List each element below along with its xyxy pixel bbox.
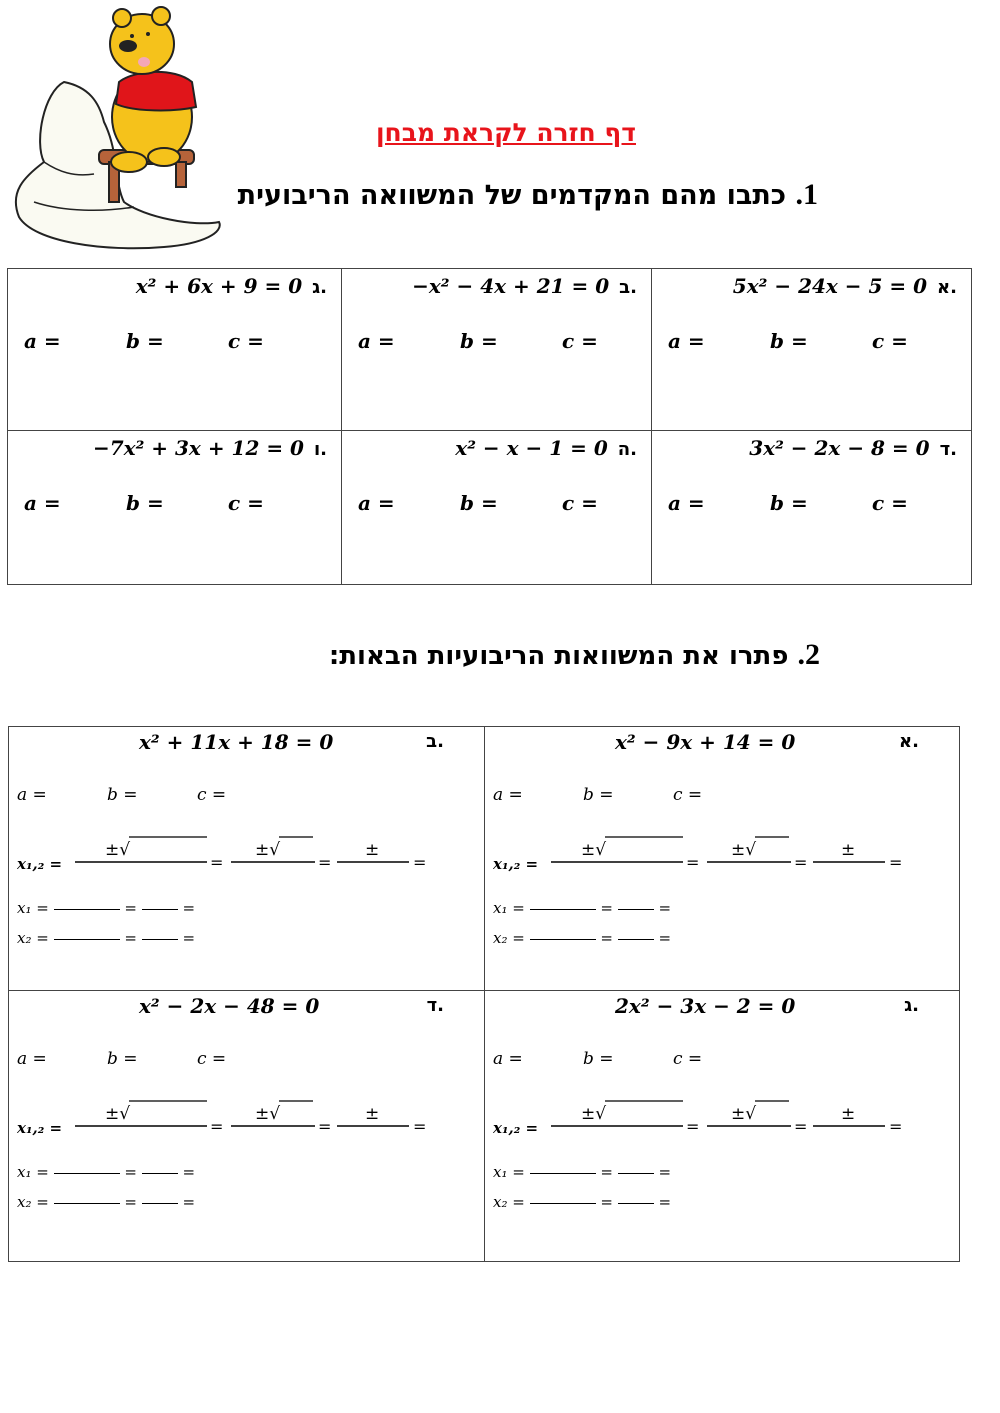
x1-label: x₁ = [17,899,49,917]
x1-row [493,899,671,917]
pm-sqrt: ±√ [105,1104,131,1124]
b-label: b = [107,1049,138,1069]
x2-row [17,929,195,947]
equals-sign: = [600,929,613,947]
a-label: a = [668,329,705,353]
equals-sign: = [182,929,196,947]
item-label: ד. [426,995,444,1016]
equals-sign: = [182,1193,196,1211]
equation: 5x² − 24x − 5 = 0 [732,274,928,298]
x1-row [17,1163,195,1181]
c-label: c = [228,329,264,353]
x2-row [17,1193,195,1211]
c-label: c = [872,491,908,515]
x2-row [493,929,671,947]
a-label: a = [358,491,395,515]
quadratic-formula-blank [493,1095,913,1145]
question-1-number: 1. [795,178,818,211]
item-label: ג. [312,277,327,298]
c-label: c = [872,329,908,353]
equals-sign: = [600,1193,613,1211]
x2-label: x₂ = [17,929,49,947]
equals-sign: = [318,1117,332,1136]
item-label: ד. [939,439,957,460]
question-1-heading [238,178,818,212]
b-label: b = [583,1049,614,1069]
b-label: b = [583,785,614,805]
coefficient-cell [8,431,342,584]
equals-sign: = [124,929,137,947]
x12-label: x₁,₂ = [17,855,63,873]
coefficient-cell [652,431,971,584]
quadratic-formula-blank [493,831,913,881]
equals-sign: = [658,1193,672,1211]
x1-row [17,899,195,917]
solve-cell [9,727,485,991]
winnie-the-pooh-icon [4,2,226,254]
equals-sign: = [794,1117,808,1136]
pm-sign: ± [365,1104,380,1124]
equals-sign: = [686,853,700,872]
b-label: b = [460,491,498,515]
question-1-text: כתבו מהם המקדמים של המשוואה הריבועית [237,180,787,211]
a-label: a = [24,491,61,515]
equals-sign: = [182,1163,196,1181]
equals-sign: = [413,1117,427,1136]
b-label: b = [126,329,164,353]
pm-sqrt: ±√ [731,1104,757,1124]
coefficient-cell [652,269,971,431]
item-label: ג. [904,995,919,1016]
item-label: ו. [313,439,327,460]
pm-sqrt: ±√ [255,1104,281,1124]
c-label: c = [197,785,227,805]
equals-sign: = [210,1117,224,1136]
c-label: c = [673,785,703,805]
equation: x² − 9x + 14 = 0 [615,730,796,754]
x12-label: x₁,₂ = [17,1119,63,1137]
b-label: b = [126,491,164,515]
a-label: a = [17,785,47,805]
pm-sqrt: ±√ [105,840,131,860]
pm-sign: ± [841,840,856,860]
x1-label: x₁ = [493,1163,525,1181]
pm-sqrt: ±√ [255,840,281,860]
item-label: א. [899,731,919,752]
question-2-heading [329,638,820,672]
equals-sign: = [210,853,224,872]
solve-cell [9,991,485,1261]
quadratic-formula-blank [17,831,437,881]
b-label: b = [770,491,808,515]
coefficient-cell [8,269,342,431]
question-2-number: 2. [797,638,820,671]
equals-sign: = [318,853,332,872]
equals-sign: = [686,1117,700,1136]
x12-label: x₁,₂ = [493,1119,539,1137]
equals-sign: = [124,899,137,917]
b-label: b = [770,329,808,353]
equation: 3x² − 2x − 8 = 0 [749,436,930,460]
c-label: c = [228,491,264,515]
equals-sign: = [600,899,613,917]
equals-sign: = [794,853,808,872]
equation: x² + 6x + 9 = 0 [135,274,303,298]
equals-sign: = [889,853,903,872]
c-label: c = [562,329,598,353]
coefficient-cell [342,431,652,584]
item-label: ה. [617,439,637,460]
b-label: b = [107,785,138,805]
x2-label: x₂ = [17,1193,49,1211]
x2-label: x₂ = [493,1193,525,1211]
a-label: a = [493,785,523,805]
equals-sign: = [413,853,427,872]
equation: x² − x − 1 = 0 [455,436,608,460]
solve-table [8,726,960,1262]
equals-sign: = [658,1163,672,1181]
equation: x² − 2x − 48 = 0 [139,994,320,1018]
solve-cell [485,727,959,991]
x2-label: x₂ = [493,929,525,947]
equation: 2x² − 3x − 2 = 0 [615,994,796,1018]
x12-label: x₁,₂ = [493,855,539,873]
equals-sign: = [889,1117,903,1136]
c-label: c = [673,1049,703,1069]
page-title: דף חזרה לקראת מבחן [375,118,636,147]
pm-sqrt: ±√ [581,1104,607,1124]
x1-label: x₁ = [493,899,525,917]
equals-sign: = [124,1163,137,1181]
coefficient-cell [342,269,652,431]
item-label: ב. [619,277,637,298]
a-label: a = [358,329,395,353]
equals-sign: = [658,929,672,947]
equation: −x² − 4x + 21 = 0 [412,274,610,298]
a-label: a = [24,329,61,353]
b-label: b = [460,329,498,353]
c-label: c = [562,491,598,515]
a-label: a = [17,1049,47,1069]
c-label: c = [197,1049,227,1069]
solve-cell [485,991,959,1261]
x2-row [493,1193,671,1211]
x1-row [493,1163,671,1181]
pm-sign: ± [841,1104,856,1124]
pm-sign: ± [365,840,380,860]
equals-sign: = [600,1163,613,1181]
item-label: ב. [426,731,444,752]
item-label: א. [937,277,957,298]
a-label: a = [668,491,705,515]
x1-label: x₁ = [17,1163,49,1181]
equals-sign: = [182,899,196,917]
pm-sqrt: ±√ [731,840,757,860]
a-label: a = [493,1049,523,1069]
quadratic-formula-blank [17,1095,437,1145]
equals-sign: = [658,899,672,917]
equation: −7x² + 3x + 12 = 0 [92,436,304,460]
question-2-text: פתרו את המשוואות הריבועיות הבאות: [328,641,789,671]
equals-sign: = [124,1193,137,1211]
equation: x² + 11x + 18 = 0 [139,730,334,754]
pm-sqrt: ±√ [581,840,607,860]
coefficients-table [7,268,972,585]
